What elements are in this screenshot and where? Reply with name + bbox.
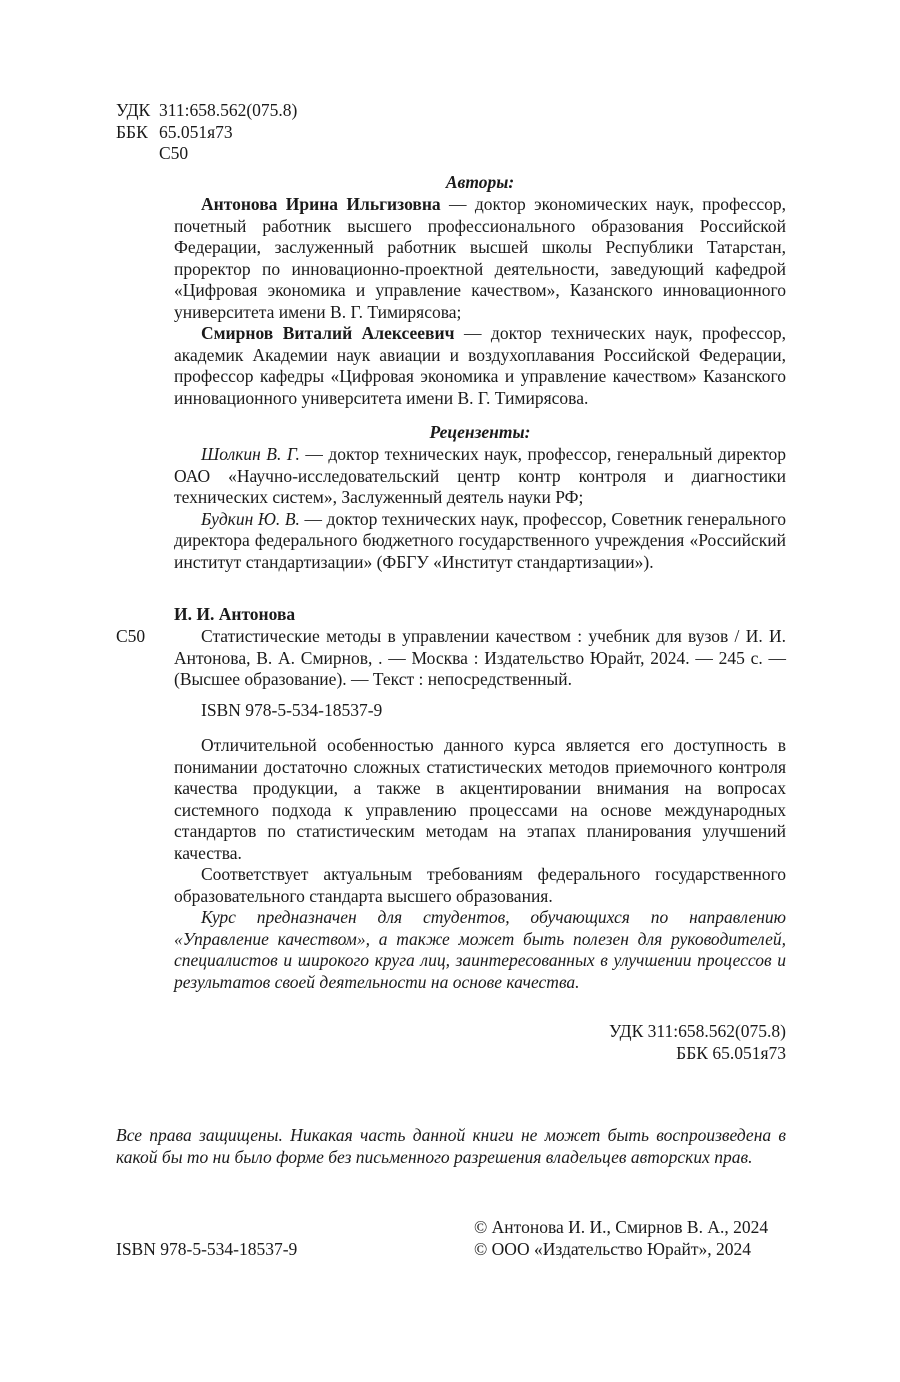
bbk-label: ББК [116,121,148,142]
reviewer-name: Будкин Ю. В. [201,508,300,529]
rights-notice: Все права защищены. Никакая часть данной книги не может быть воспроизведена в какой бы то ни было форме без письменного разрешения владельцев авторских прав. [116,1125,786,1167]
record-description: Статистические методы в управлении качеством : учебник для вузов / И. И. Антонова, В. А. Смирнов, . — Москва : Издательство Юрайт, 2024. — 245 с. — (Высшее образование). — Текст : непосредственный. [174,626,786,689]
author-name: Антонова Ирина Ильгизовна [201,194,441,214]
record-isbn: ISBN 978-5-534-18537-9 [201,700,383,720]
authors-heading: Авторы: [445,172,515,192]
footer-isbn: ISBN 978-5-534-18537-9 [116,1239,298,1259]
reviewers-heading: Рецензенты: [429,422,531,442]
udk-bottom: УДК 311:658.562(075.8) [609,1021,786,1041]
reviewers-block [174,444,786,573]
copyright-line: © ООО «Издательство Юрайт», 2024 [474,1238,751,1259]
annotation [174,735,786,993]
author-description: — доктор экономических наук, профессор, почетный работник высшего профессионального образования Российской Федерации, заслуженный работник высшей школы Республики Татарстан, проректор по инновационно-проектной деятельности, заведующий кафедрой «Цифровая экономика и управление качеством», Казанского инновационного университета имени В. Г. Тимирясова; [174,194,787,322]
classification-codes [116,100,297,165]
author-entry [174,323,786,409]
author-name: Смирнов Виталий Алексеевич [201,323,455,343]
bottom-codes [174,1021,786,1064]
reviewer-entry [174,444,786,509]
author-mark: С50 [159,143,189,163]
record-description-block [174,626,786,691]
annotation-paragraph: Соответствует актуальным требованиям федерального государственного образовательного стандарта высшего образования. [174,864,786,906]
author-description: — доктор технических наук, профессор, академик Академии наук авиации и воздухоплавания Российской Федерации, профессор кафедры «Цифровая экономика и управление качеством» Казанского инновационного университета имени В. Г. Тимирясова. [174,323,786,408]
bbk-bottom: ББК 65.051я73 [676,1042,786,1063]
annotation-paragraph: Курс предназначен для студентов, обучающихся по направлению «Управление качеством», а также может быть полезен для руководителей, специалистов и широкого круга лиц, заинтересованных в улучшении процессов и результатов своей деятельности на основе качества. [174,907,786,992]
copyright-line: © Антонова И. И., Смирнов В. А., 2024 [474,1217,769,1237]
record-mark: С50 [116,626,146,646]
udk-value: 311:658.562(075.8) [159,100,298,120]
author-entry [174,194,786,323]
reviewer-name: Шолкин В. Г. [201,444,300,464]
reviewer-description: — доктор технических наук, профессор, генеральный директор ОАО «Научно-исследовательский центр контр контроля и диагностики технических систем», Заслуженный деятель науки РФ; [174,444,786,507]
reviewer-description: — доктор технических наук, профессор, Советник генерального директора федерального бюджетного государственного учреждения «Российский институт стандартизации» (ФБГУ «Институт стандартизации»). [174,508,786,572]
bbk-value: 65.051я73 [159,121,233,142]
annotation-paragraph: Отличительной особенностью данного курса является его доступность в понимании достаточно сложных статистических методов приемочного контроля качества продукции, а также в акцентировании внимания на вопросах системного подхода к управлению процессами на основе международных стандартов по статистическим методам на этапах планирования улучшений качества. [174,735,786,863]
reviewer-entry [174,509,786,574]
udk-label: УДК [116,100,151,120]
authors-block [174,194,786,409]
copyright-block [474,1217,768,1260]
rights-notice-block [116,1125,786,1168]
record-author: И. И. Антонова [174,604,296,624]
